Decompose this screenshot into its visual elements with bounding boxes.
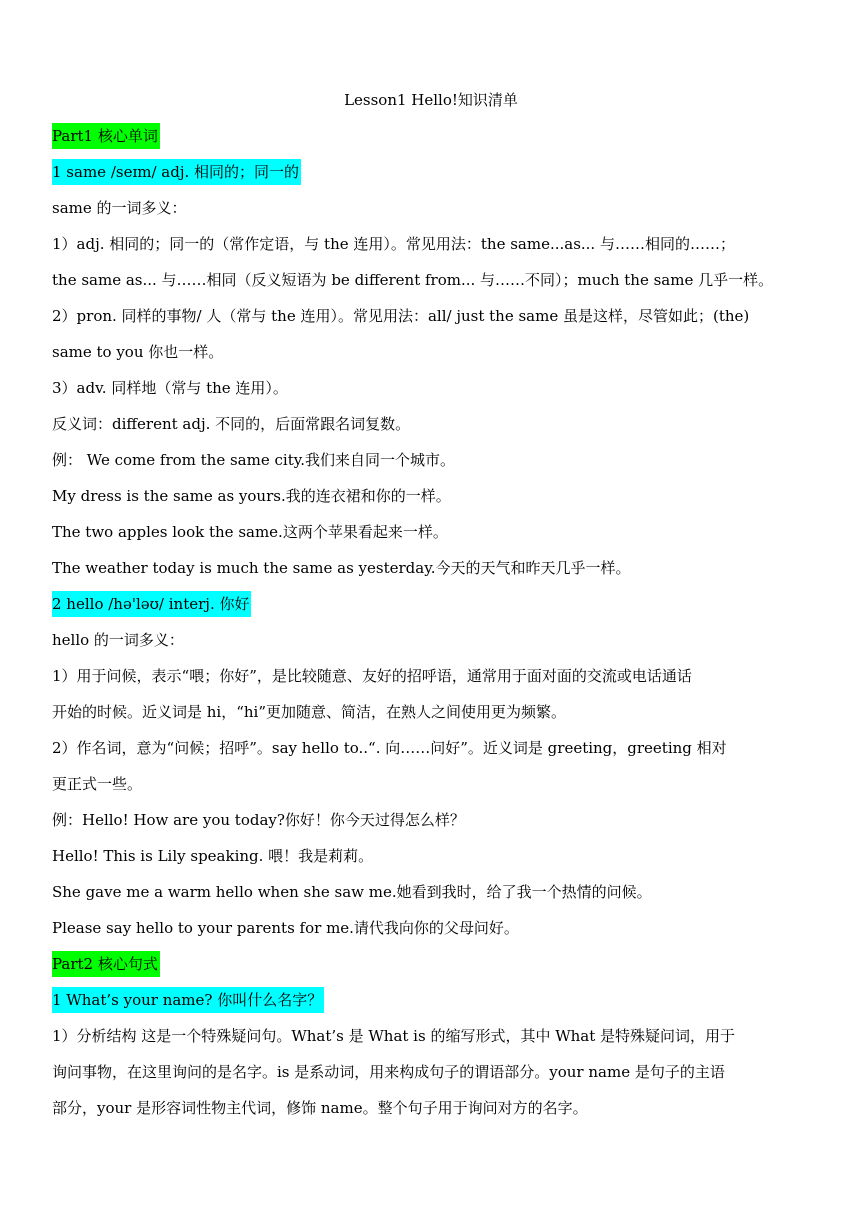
word1-heading: 1 same /seɪm/ adj. 相同的；同一的 bbox=[52, 159, 301, 185]
text-line: 1）adj. 相同的；同一的（常作定语，与 the 连用）。常见用法：the same...as... 与……相同的……； bbox=[52, 235, 735, 253]
text-line: the same as... 与……相同（反义短语为 be different from... 与……不同）；much the same 几乎一样。 bbox=[52, 271, 774, 289]
part2-heading: Part2 核心句式 bbox=[52, 951, 160, 977]
part1-heading-row bbox=[52, 118, 810, 154]
text-line: 部分，your 是形容词性物主代词，修饰 name。整个句子用于询问对方的名字。 bbox=[52, 1099, 588, 1117]
text-line: She gave me a warm hello when she saw me.她看到我时，给了我一个热情的问候。 bbox=[52, 883, 652, 901]
text-line: 询问事物，在这里询问的是名字。is 是系动词，用来构成句子的谓语部分。your name 是句子的主语 bbox=[52, 1063, 725, 1081]
text-line: 2）pron. 同样的事物/ 人（常与 the 连用）。常见用法：all/ just the same 虽是这样，尽管如此；(the) bbox=[52, 307, 750, 325]
text-line: 例： We come from the same city.我们来自同一个城市。 bbox=[52, 451, 455, 469]
document-title: Lesson1 Hello!知识清单 bbox=[344, 91, 518, 109]
text-line: same 的一词多义： bbox=[52, 199, 187, 217]
text-line: 3）adv. 同样地（常与 the 连用）。 bbox=[52, 379, 288, 397]
text-line: same to you 你也一样。 bbox=[52, 343, 224, 361]
text-line: 2）作名词，意为“问候；招呼”。say hello to..“. 向……问好”。近义词是 greeting，greeting 相对 bbox=[52, 739, 727, 757]
text-line: 1）用于问候，表示“喂；你好”，是比较随意、友好的招呼语，通常用于面对面的交流或电话通话 bbox=[52, 667, 692, 685]
document-page bbox=[52, 82, 810, 1126]
text-line: 更正式一些。 bbox=[52, 775, 143, 793]
word2-heading: 2 hello /hə'ləʊ/ interj. 你好 bbox=[52, 591, 251, 617]
text-line: 开始的时候。近义词是 hi，“hi”更加随意、简洁，在熟人之间使用更为频繁。 bbox=[52, 703, 567, 721]
text-line: hello 的一词多义： bbox=[52, 631, 184, 649]
text-line: The weather today is much the same as yesterday.今天的天气和昨天几乎一样。 bbox=[52, 559, 631, 577]
word2-heading-row bbox=[52, 586, 810, 622]
text-line: My dress is the same as yours.我的连衣裙和你的一样。 bbox=[52, 487, 451, 505]
text-line: Please say hello to your parents for me.请代我向你的父母问好。 bbox=[52, 919, 519, 937]
text-line: 例：Hello! How are you today?你好！你今天过得怎么样？ bbox=[52, 811, 465, 829]
text-line: The two apples look the same.这两个苹果看起来一样。 bbox=[52, 523, 448, 541]
text-line: 1）分析结构 这是一个特殊疑问句。What’s 是 What is 的缩写形式，其中 What 是特殊疑问词，用于 bbox=[52, 1027, 736, 1045]
text-line: 反义词：different adj. 不同的，后面常跟名词复数。 bbox=[52, 415, 411, 433]
sentence1-heading-row bbox=[52, 982, 810, 1018]
part2-heading-row bbox=[52, 946, 810, 982]
part1-heading: Part1 核心单词 bbox=[52, 123, 160, 149]
text-line: Hello! This is Lily speaking. 喂！我是莉莉。 bbox=[52, 847, 374, 865]
sentence1-heading: 1 What’s your name? 你叫什么名字？ bbox=[52, 987, 324, 1013]
word1-heading-row bbox=[52, 154, 810, 190]
